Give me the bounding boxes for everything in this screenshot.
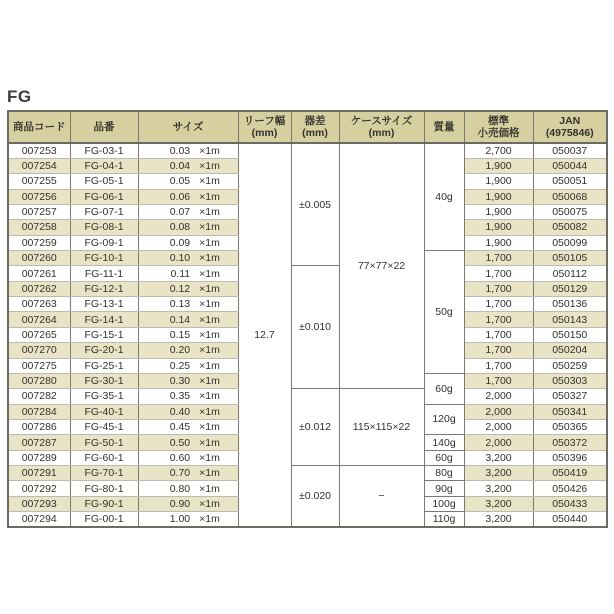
size-unit: ×1m xyxy=(199,236,220,249)
price-cell: 2,700 xyxy=(464,143,533,158)
size-value: 0.04 xyxy=(169,160,191,173)
size-value: 0.80 xyxy=(169,482,191,495)
part-number-cell: FG-15-1 xyxy=(70,327,138,342)
size-value: 0.25 xyxy=(169,359,191,372)
price-cell: 1,700 xyxy=(464,373,533,388)
jan-cell: 050136 xyxy=(533,297,607,312)
part-number-cell: FG-70-1 xyxy=(70,466,138,481)
size-cell xyxy=(138,312,238,327)
product-code-cell: 007256 xyxy=(8,189,70,204)
col-header-case-size xyxy=(339,111,424,143)
leaf-width-cell: 12.7 xyxy=(238,143,291,527)
size-unit: ×1m xyxy=(199,221,220,234)
product-code-cell: 007262 xyxy=(8,281,70,296)
size-unit: ×1m xyxy=(199,144,220,157)
size-value: 0.12 xyxy=(169,282,191,295)
size-unit: ×1m xyxy=(199,436,220,449)
part-number-cell: FG-08-1 xyxy=(70,220,138,235)
part-number-cell: FG-06-1 xyxy=(70,189,138,204)
product-code-cell: 007291 xyxy=(8,466,70,481)
col-header-label: JAN xyxy=(559,115,581,127)
size-cell xyxy=(138,297,238,312)
price-cell: 1,700 xyxy=(464,266,533,281)
col-header-sublabel: (4975846) xyxy=(545,127,594,139)
table-row xyxy=(8,143,607,158)
size-cell xyxy=(138,251,238,266)
col-header-sublabel: (mm) xyxy=(251,127,278,139)
size-value: 0.45 xyxy=(169,421,191,434)
size-unit: ×1m xyxy=(199,313,220,326)
jan-cell: 050099 xyxy=(533,235,607,250)
part-number-cell: FG-80-1 xyxy=(70,481,138,496)
size-cell xyxy=(138,466,238,481)
price-cell: 1,700 xyxy=(464,297,533,312)
size-value: 0.14 xyxy=(169,313,191,326)
jan-cell: 050372 xyxy=(533,435,607,450)
col-header-label: 標準 xyxy=(488,115,509,127)
size-value: 0.10 xyxy=(169,252,191,265)
size-unit: ×1m xyxy=(199,467,220,480)
product-code-cell: 007294 xyxy=(8,512,70,527)
col-header-sublabel: (mm) xyxy=(368,127,395,139)
size-unit: ×1m xyxy=(199,206,220,219)
price-cell: 2,000 xyxy=(464,404,533,419)
size-cell xyxy=(138,358,238,373)
col-header-sublabel: (mm) xyxy=(302,127,328,139)
size-cell xyxy=(138,266,238,281)
size-unit: ×1m xyxy=(199,405,220,418)
col-header-label: 質量 xyxy=(433,121,455,133)
product-code-cell: 007293 xyxy=(8,496,70,511)
product-code-cell: 007282 xyxy=(8,389,70,404)
col-header-label: 品番 xyxy=(93,121,115,133)
size-unit: ×1m xyxy=(199,344,220,357)
price-cell: 1,900 xyxy=(464,204,533,219)
col-header-size xyxy=(138,111,238,143)
size-cell xyxy=(138,389,238,404)
mass-cell: 140g xyxy=(424,435,464,450)
price-cell: 1,700 xyxy=(464,343,533,358)
product-code-cell: 007289 xyxy=(8,450,70,465)
size-unit: ×1m xyxy=(199,252,220,265)
mass-cell: 110g xyxy=(424,512,464,527)
size-value: 0.50 xyxy=(169,436,191,449)
part-number-cell: FG-11-1 xyxy=(70,266,138,281)
product-code-cell: 007263 xyxy=(8,297,70,312)
size-cell xyxy=(138,481,238,496)
table-body xyxy=(8,143,607,527)
size-cell xyxy=(138,343,238,358)
tolerance-cell: ±0.005 xyxy=(291,143,339,266)
size-unit: ×1m xyxy=(199,421,220,434)
size-cell xyxy=(138,235,238,250)
jan-cell: 050259 xyxy=(533,358,607,373)
size-cell xyxy=(138,189,238,204)
size-cell xyxy=(138,158,238,173)
size-value: 0.13 xyxy=(169,298,191,311)
part-number-cell: FG-07-1 xyxy=(70,204,138,219)
part-number-cell: FG-20-1 xyxy=(70,343,138,358)
jan-cell: 050051 xyxy=(533,174,607,189)
size-unit: ×1m xyxy=(199,497,220,510)
jan-cell: 050426 xyxy=(533,481,607,496)
mass-cell: 40g xyxy=(424,143,464,251)
jan-cell: 050075 xyxy=(533,204,607,219)
size-unit: ×1m xyxy=(199,482,220,495)
size-value: 0.20 xyxy=(169,344,191,357)
col-header-label: リーフ幅 xyxy=(243,115,286,127)
price-cell: 3,200 xyxy=(464,481,533,496)
size-cell xyxy=(138,174,238,189)
size-value: 0.30 xyxy=(169,375,191,388)
jan-cell: 050440 xyxy=(533,512,607,527)
size-cell xyxy=(138,373,238,388)
jan-cell: 050341 xyxy=(533,404,607,419)
price-cell: 1,700 xyxy=(464,281,533,296)
product-code-cell: 007292 xyxy=(8,481,70,496)
table-row xyxy=(8,266,607,281)
size-value: 0.11 xyxy=(170,267,191,280)
case-size-cell: 115×115×22 xyxy=(339,389,424,466)
price-cell: 1,900 xyxy=(464,235,533,250)
size-unit: ×1m xyxy=(199,451,220,464)
part-number-cell: FG-14-1 xyxy=(70,312,138,327)
mass-cell: 100g xyxy=(424,496,464,511)
size-unit: ×1m xyxy=(199,513,220,526)
size-unit: ×1m xyxy=(199,359,220,372)
size-value: 1.00 xyxy=(169,513,191,526)
price-cell: 1,900 xyxy=(464,220,533,235)
size-value: 0.09 xyxy=(169,236,191,249)
price-cell: 3,200 xyxy=(464,450,533,465)
size-cell xyxy=(138,435,238,450)
jan-cell: 050082 xyxy=(533,220,607,235)
price-cell: 2,000 xyxy=(464,419,533,434)
col-header-sublabel: 小売価格 xyxy=(477,127,520,139)
jan-cell: 050204 xyxy=(533,343,607,358)
jan-cell: 050112 xyxy=(533,266,607,281)
size-value: 0.05 xyxy=(169,175,191,188)
col-header-product-code xyxy=(8,111,70,143)
case-size-cell: 77×77×22 xyxy=(339,143,424,389)
col-header-leaf-width xyxy=(238,111,291,143)
price-cell: 3,200 xyxy=(464,466,533,481)
header-row xyxy=(8,111,607,143)
table-row xyxy=(8,466,607,481)
col-header-jan xyxy=(533,111,607,143)
size-cell xyxy=(138,496,238,511)
size-cell xyxy=(138,404,238,419)
size-value: 0.08 xyxy=(169,221,191,234)
product-code-cell: 007253 xyxy=(8,143,70,158)
product-code-cell: 007261 xyxy=(8,266,70,281)
col-header-label: 商品コード xyxy=(13,121,66,133)
size-value: 0.90 xyxy=(169,497,191,510)
size-cell xyxy=(138,419,238,434)
jan-cell: 050419 xyxy=(533,466,607,481)
size-cell xyxy=(138,204,238,219)
size-cell xyxy=(138,220,238,235)
size-value: 0.35 xyxy=(169,390,191,403)
size-unit: ×1m xyxy=(199,298,220,311)
mass-cell: 50g xyxy=(424,251,464,374)
jan-cell: 050044 xyxy=(533,158,607,173)
part-number-cell: FG-60-1 xyxy=(70,450,138,465)
size-unit: ×1m xyxy=(199,175,220,188)
jan-cell: 050365 xyxy=(533,419,607,434)
size-value: 0.70 xyxy=(169,467,191,480)
jan-cell: 050068 xyxy=(533,189,607,204)
price-cell: 1,700 xyxy=(464,358,533,373)
tolerance-cell: ±0.020 xyxy=(291,466,339,527)
part-number-cell: FG-09-1 xyxy=(70,235,138,250)
size-value: 0.03 xyxy=(169,144,191,157)
product-code-cell: 007280 xyxy=(8,373,70,388)
product-code-cell: 007260 xyxy=(8,251,70,266)
part-number-cell: FG-04-1 xyxy=(70,158,138,173)
price-cell: 1,900 xyxy=(464,189,533,204)
size-value: 0.06 xyxy=(169,190,191,203)
jan-cell: 050396 xyxy=(533,450,607,465)
product-code-cell: 007259 xyxy=(8,235,70,250)
col-header-mass xyxy=(424,111,464,143)
part-number-cell: FG-12-1 xyxy=(70,281,138,296)
part-number-cell: FG-30-1 xyxy=(70,373,138,388)
jan-cell: 050129 xyxy=(533,281,607,296)
part-number-cell: FG-05-1 xyxy=(70,174,138,189)
product-code-cell: 007265 xyxy=(8,327,70,342)
part-number-cell: FG-10-1 xyxy=(70,251,138,266)
price-cell: 2,000 xyxy=(464,435,533,450)
part-number-cell: FG-45-1 xyxy=(70,419,138,434)
part-number-cell: FG-00-1 xyxy=(70,512,138,527)
size-unit: ×1m xyxy=(199,328,220,341)
price-cell: 3,200 xyxy=(464,512,533,527)
price-cell: 1,700 xyxy=(464,327,533,342)
mass-cell: 120g xyxy=(424,404,464,435)
part-number-cell: FG-13-1 xyxy=(70,297,138,312)
col-header-retail-price xyxy=(464,111,533,143)
col-header-label: 器差 xyxy=(304,115,326,127)
price-cell: 2,000 xyxy=(464,389,533,404)
size-unit: ×1m xyxy=(199,282,220,295)
size-unit: ×1m xyxy=(199,160,220,173)
size-value: 0.60 xyxy=(169,451,191,464)
part-number-cell: FG-35-1 xyxy=(70,389,138,404)
size-value: 0.07 xyxy=(169,206,191,219)
product-code-cell: 007284 xyxy=(8,404,70,419)
size-cell xyxy=(138,512,238,527)
jan-cell: 050150 xyxy=(533,327,607,342)
jan-cell: 050105 xyxy=(533,251,607,266)
case-size-cell: − xyxy=(339,466,424,527)
price-cell: 1,700 xyxy=(464,251,533,266)
col-header-label: サイズ xyxy=(172,121,204,133)
col-header-tolerance xyxy=(291,111,339,143)
jan-cell: 050303 xyxy=(533,373,607,388)
size-cell xyxy=(138,327,238,342)
size-unit: ×1m xyxy=(199,390,220,403)
product-code-cell: 007264 xyxy=(8,312,70,327)
jan-cell: 050143 xyxy=(533,312,607,327)
size-value: 0.15 xyxy=(169,328,191,341)
part-number-cell: FG-90-1 xyxy=(70,496,138,511)
part-number-cell: FG-25-1 xyxy=(70,358,138,373)
size-value: 0.40 xyxy=(169,405,191,418)
price-cell: 1,900 xyxy=(464,158,533,173)
jan-cell: 050037 xyxy=(533,143,607,158)
size-unit: ×1m xyxy=(199,190,220,203)
mass-cell: 60g xyxy=(424,373,464,404)
product-code-cell: 007270 xyxy=(8,343,70,358)
page-title: FG xyxy=(7,87,32,106)
spec-table xyxy=(7,110,608,528)
mass-cell: 60g xyxy=(424,450,464,465)
size-cell xyxy=(138,450,238,465)
mass-cell: 90g xyxy=(424,481,464,496)
product-code-cell: 007258 xyxy=(8,220,70,235)
tolerance-cell: ±0.012 xyxy=(291,389,339,466)
part-number-cell: FG-50-1 xyxy=(70,435,138,450)
size-cell xyxy=(138,143,238,158)
part-number-cell: FG-03-1 xyxy=(70,143,138,158)
product-code-cell: 007287 xyxy=(8,435,70,450)
col-header-part-number xyxy=(70,111,138,143)
product-code-cell: 007255 xyxy=(8,174,70,189)
price-cell: 1,700 xyxy=(464,312,533,327)
mass-cell: 80g xyxy=(424,466,464,481)
product-code-cell: 007257 xyxy=(8,204,70,219)
size-cell xyxy=(138,281,238,296)
part-number-cell: FG-40-1 xyxy=(70,404,138,419)
product-code-cell: 007254 xyxy=(8,158,70,173)
col-header-label: ケースサイズ xyxy=(350,115,413,127)
table-header xyxy=(8,111,607,143)
tolerance-cell: ±0.010 xyxy=(291,266,339,389)
jan-cell: 050327 xyxy=(533,389,607,404)
product-code-cell: 007286 xyxy=(8,419,70,434)
table-row xyxy=(8,389,607,404)
product-code-cell: 007275 xyxy=(8,358,70,373)
jan-cell: 050433 xyxy=(533,496,607,511)
price-cell: 1,900 xyxy=(464,174,533,189)
size-unit: ×1m xyxy=(199,375,220,388)
size-unit: ×1m xyxy=(199,267,220,280)
price-cell: 3,200 xyxy=(464,496,533,511)
